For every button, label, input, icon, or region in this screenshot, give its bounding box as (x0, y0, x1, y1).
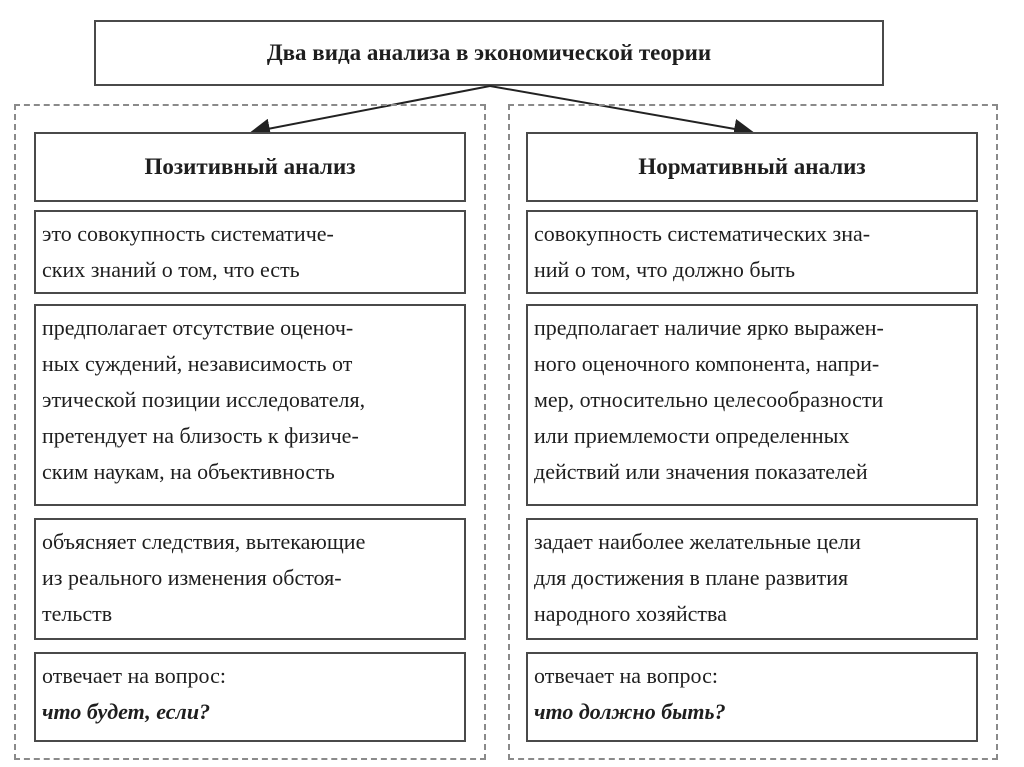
positive-answers-label: отвечает на вопрос: (42, 663, 226, 688)
normative-definition: совокупность систематических зна- ний о том, что должно быть (526, 210, 978, 294)
normative-answers-label: отвечает на вопрос: (534, 663, 718, 688)
normative-heading: Нормативный анализ (526, 132, 978, 202)
positive-definition: это совокупность систематиче- ских знаний о том, что есть (34, 210, 466, 294)
positive-answers-question: что будет, если? (42, 699, 211, 724)
normative-answers-question: что должно быть? (534, 699, 726, 724)
normative-explains: задает наиболее желательные цели для достижения в плане развития народного хозяйства (526, 518, 978, 640)
positive-assumption: предполагает отсутствие оценоч- ных суждений, независимость от этической позиции исследователя, претендует на близость к физиче- ским наукам, на объективность (34, 304, 466, 506)
positive-explains: объясняет следствия, вытекающие из реального изменения обстоя- тельств (34, 518, 466, 640)
positive-heading: Позитивный анализ (34, 132, 466, 202)
normative-answers (526, 652, 978, 742)
positive-answers (34, 652, 466, 742)
normative-assumption: предполагает наличие ярко выражен- ного оценочного компонента, напри- мер, относительно целесообразности или приемлемости определенных действий или значения показателей (526, 304, 978, 506)
diagram-title: Два вида анализа в экономической теории (94, 20, 884, 86)
